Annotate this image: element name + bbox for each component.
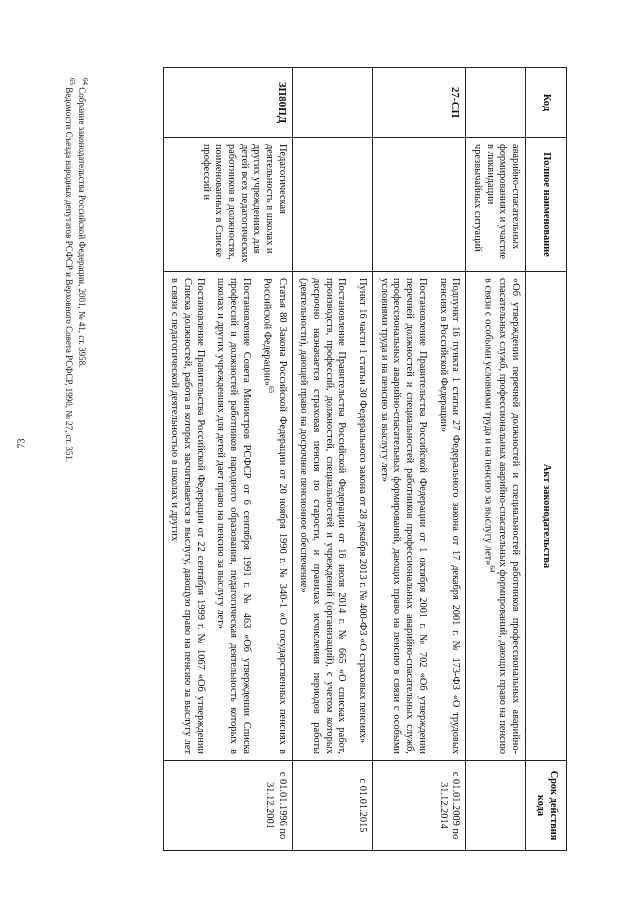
- row-validity-period: [466, 761, 526, 851]
- footnote-ref: 64: [487, 565, 496, 573]
- row-legislative-act: [373, 272, 466, 761]
- row-validity-period: с 01.01.2015: [292, 761, 372, 851]
- row-full-name: аварийно-спасательных формированиях и участие в ликвидации чрезвычайных ситуаций: [466, 138, 526, 272]
- legislation-codes-table: [163, 67, 567, 851]
- footnote-number: 64: [81, 78, 89, 85]
- act-paragraph: Пункт 16 части 1 статьи 30 Федерального закона от 28 декабря 2013 г. № 400-ФЗ «О страховых пенсиях»: [357, 278, 369, 744]
- footnotes: [63, 78, 89, 858]
- row-legislative-act: [292, 272, 372, 761]
- act-paragraph: Постановление Правительства Российской Федерации от 22 сентября 1999 г. № 1067 «Об утверждении Списка должностей, работа в которых засчитывается в выслугу, дающую право на пенсию за выслугу лет в связи с педагогической деятельностью в школах и других: [169, 278, 206, 754]
- row-code: ЗП80ПД: [163, 68, 292, 138]
- header-name: Полное наименование: [526, 138, 567, 272]
- row-full-name: [292, 138, 372, 272]
- header-act: Акт законодательства: [526, 272, 567, 761]
- row-full-name: Педагогическая деятельность в школах и других учреждениях для детей всех педагогических работников в должностях, поименованных в Списке профессий и: [163, 138, 292, 272]
- table-header-row: [526, 68, 567, 851]
- table-row: [373, 68, 466, 851]
- row-legislative-act: [163, 272, 292, 761]
- table-row: [466, 68, 526, 851]
- footnote-number: 65: [67, 78, 76, 85]
- act-paragraph: Постановление Правительства Российской Федерации от 16 июля 2014 г. № 665 «О списках работ, производств, профессий, должностей, специальностей и учреждений (организаций), с учетом которых досрочно назначается страховая пенсия по старости, и правилах исчисления периодов работы (деятельности), дающей право на досрочное пенсионное обеспечение»: [298, 278, 348, 754]
- act-paragraph: Статья 80 Закона Российской Федерации от 20 ноября 1990 г. № 340-1 «О государственных пенсиях в Российской Федерации»$^{65}$: [261, 278, 288, 754]
- footnote-text: Собрание законодательства Российской Федерации, 2001, № 41, ст. 3958.: [77, 85, 87, 368]
- row-full-name: [373, 138, 466, 272]
- header-code: Код: [526, 68, 567, 138]
- act-paragraph: «Об утверждении перечней должностей и специальностей работников профессиональных аварийно-спасательных служб, профессиональных аварийно-спасательных формирований, дающих право на пенсию в связи с особыми условиями труда и на пенсию за выслугу лет»$^{64}$: [482, 278, 521, 754]
- footnote: [63, 78, 76, 858]
- table-row: [163, 68, 292, 851]
- row-validity-period: с 01.01.1996 по 31.12.2001: [163, 761, 292, 851]
- table-row: [292, 68, 372, 851]
- act-paragraph: Подпункт 16 пункта 1 статьи 27 Федерального закона от 17 декабря 2001 г. № 173-ФЗ «О трудовых пенсиях в Российской Федерации»: [437, 278, 462, 754]
- act-paragraph: Постановление Совета Министров РСФСР от 6 сентября 1991 г. № 463 «Об утверждении Списка профессий и должностей работников народного образования, педагогическая деятельность которых в школах и других учреждениях для детей дает право на пенсию за выслугу лет»: [215, 278, 252, 754]
- header-term: Срок действия кода: [526, 761, 567, 851]
- footnote-text: Ведомости Съезда народных депутатов РСФСР и Верховного Совета РСФСР, 1990, № 27, ст. 351.: [63, 85, 74, 463]
- act-paragraph: Постановление Правительства Российской Федерации от 1 октября 2001 г. № 702 «Об утверждении перечней должностей и специальностей работников профессиональных аварийно-спасательных служб, профессиональных аварийно-спасательных формирований, дающих право на пенсию в связи с особыми условиями труда и на пенсию за выслугу лет»: [378, 278, 428, 754]
- row-code: 27-СП: [373, 68, 466, 138]
- table-body: [163, 68, 525, 851]
- footnote: [76, 78, 89, 858]
- footnote-ref: 65: [267, 386, 275, 394]
- row-legislative-act: [466, 272, 526, 761]
- row-validity-period: с 01.01.2009 по 31.12.2014: [373, 761, 466, 851]
- row-code: [292, 68, 372, 138]
- page-number: 73: [16, 438, 28, 449]
- row-code: [466, 68, 526, 138]
